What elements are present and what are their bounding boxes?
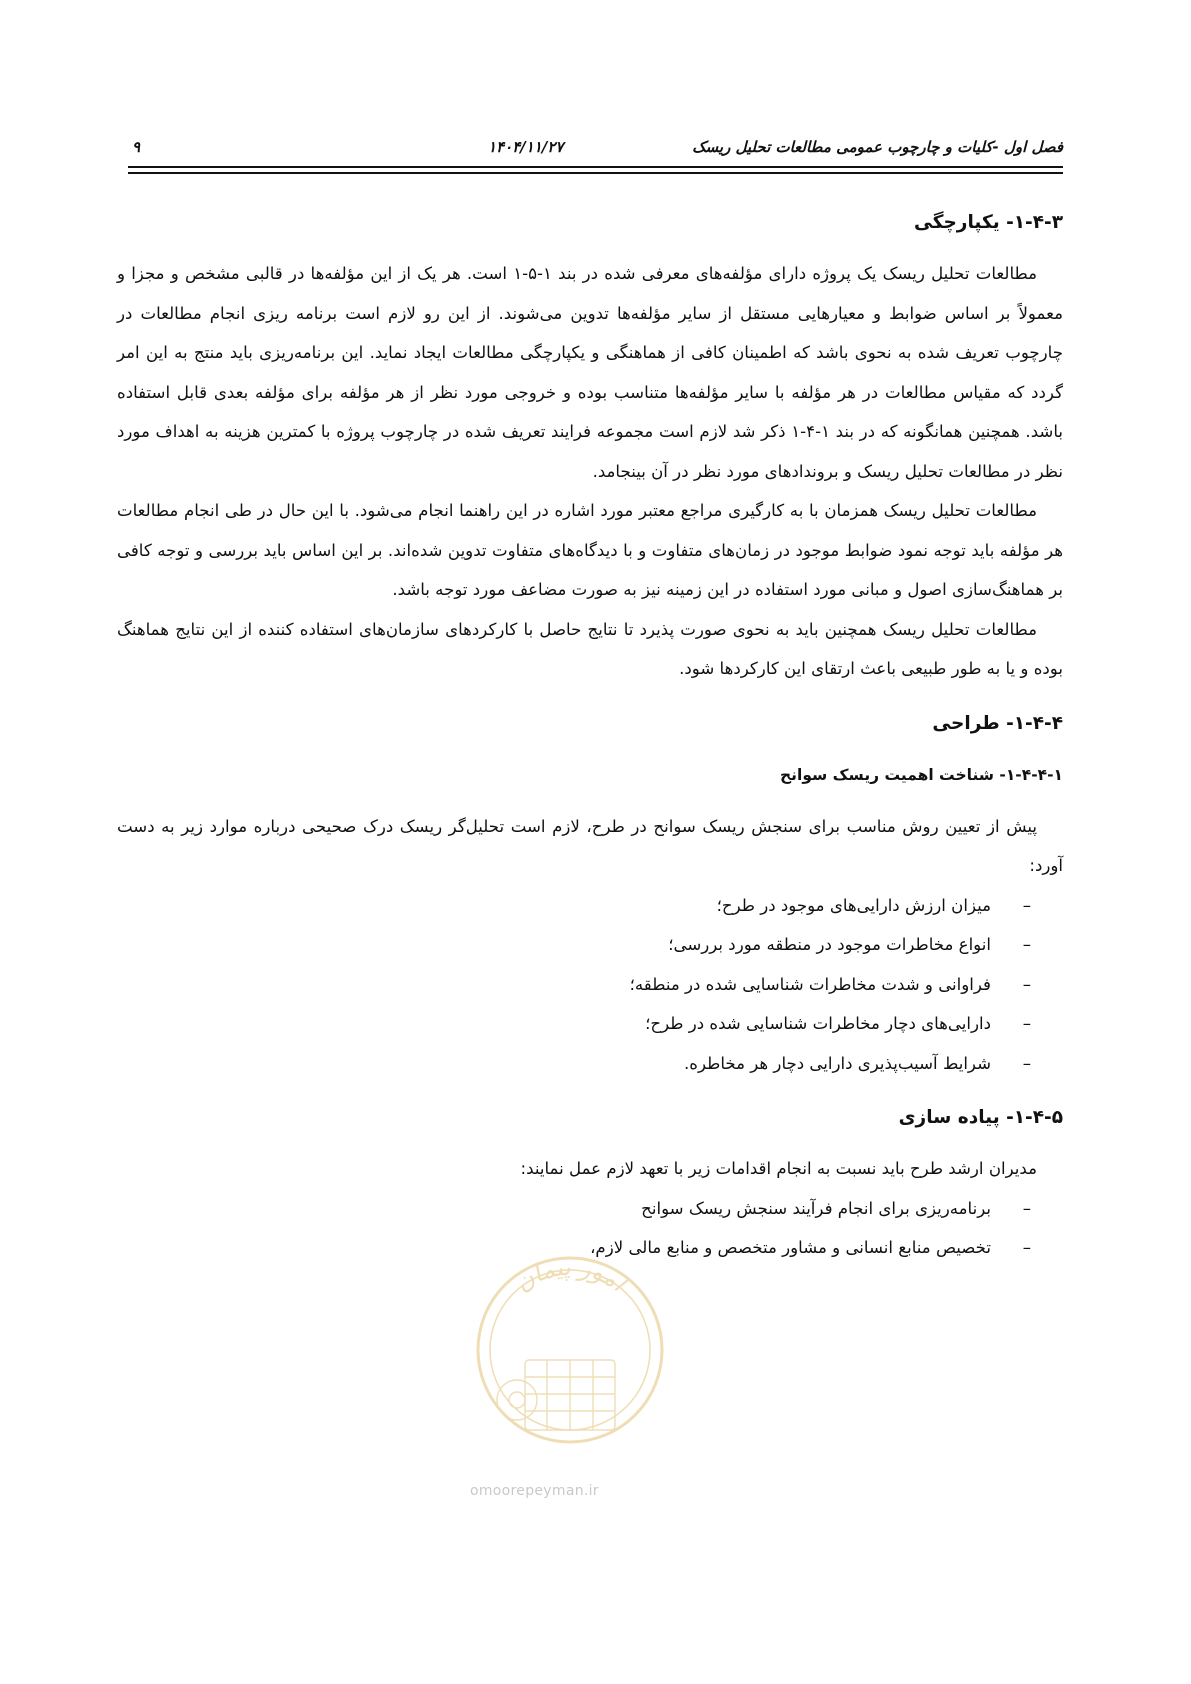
list-item xyxy=(117,1044,1031,1084)
bullet-list-design xyxy=(117,886,1063,1084)
header-date: ۱۴۰۴/۱۱/۲۷ xyxy=(488,138,564,156)
subsection-heading-risk-importance: ۱-۴-۴-۱- شناخت اهمیت ریسک سوانح xyxy=(780,765,1063,784)
dash-bullet: – xyxy=(1022,1053,1031,1073)
paragraph: مطالعات تحلیل ریسک یک پروژه دارای مؤلفه‌های معرفی شده در بند ۱-۵-۱ است. هر یک از این مؤلفه‌ها در قالبی مشخص و مجزا و معمولاً بر اساس ضوابط و معیارهایی مستقل از سایر مؤلفه‌ها تدوین می‌شوند. از این رو لازم است برنامه ریزی انجام مطالعات در چارچوب تعریف شده به نحوی باشد که اطمینان کافی از هماهنگی و یکپارچگی مطالعات ایجاد نماید. این برنامه‌ریزی باید منتج به این امر گردد که مقیاس مطالعات در هر مؤلفه با سایر مؤلفه‌ها متناسب بوده و خروجی مورد نظر از هر مؤلفه برای مؤلفه بعدی قابل استفاده باشد. همچنین همانگونه که در بند ۱-۴-۱ ذکر شد لازم است مجموعه فرایند تعریف شده در چارچوب پروژه با کمترین هزینه به اهداف مورد نظر در مطالعات تحلیل ریسک و بروندادهای مورد نظر در آن بینجامد. xyxy=(117,264,1063,481)
page-number: ۹ xyxy=(132,138,141,156)
dash-bullet: – xyxy=(1022,895,1031,915)
list-item-text: میزان ارزش دارایی‌های موجود در طرح؛ xyxy=(716,895,991,915)
header-rule-top xyxy=(128,166,1063,168)
list-item xyxy=(117,925,1031,965)
list-item-text: تخصیص منابع انسانی و مشاور متخصص و منابع مالی لازم، xyxy=(590,1238,991,1257)
list-item xyxy=(117,1228,1031,1268)
list-item xyxy=(117,1189,1031,1229)
paragraph: پیش از تعیین روش مناسب برای سنجش ریسک سوانح در طرح، لازم است تحلیل‌گر ریسک درک صحیحی درباره موارد زیر به دست آورد: xyxy=(117,816,1063,875)
list-item xyxy=(117,965,1031,1005)
watermark-logo-icon xyxy=(465,1240,675,1480)
list-item-text: فراوانی و شدت مخاطرات شناسایی شده در منطقه؛ xyxy=(629,974,991,994)
chapter-title: فصل اول -کلیات و چارچوب عمومی مطالعات تحلیل ریسک xyxy=(692,138,1063,156)
list-item-text: انواع مخاطرات موجود در منطقه مورد بررسی؛ xyxy=(668,935,991,954)
dash-bullet: – xyxy=(1022,1198,1031,1218)
dash-bullet: – xyxy=(1022,1238,1031,1257)
section-heading-implementation: ۱-۴-۵- پیاده سازی xyxy=(898,1107,1063,1128)
section-heading-design: ۱-۴-۴- طراحی xyxy=(932,712,1063,734)
section-heading-integration: ۱-۴-۳- یکپارچگی xyxy=(913,212,1063,233)
paragraph: مطالعات تحلیل ریسک همچنین باید به نحوی صورت پذیرد تا نتایج حاصل با کارکردهای سازمان‌های استفاده کننده از این نتایج هماهنگ بوده و یا به طور طبیعی باعث ارتقای این کارکردها شود. xyxy=(117,619,1063,678)
list-item-text: برنامه‌ریزی برای انجام فرآیند سنجش ریسک سوانح xyxy=(641,1198,991,1218)
header-rule-bottom xyxy=(128,172,1063,174)
list-item xyxy=(117,1004,1031,1044)
page-body xyxy=(117,210,1063,1268)
svg-text:امور پیمان: امور پیمان xyxy=(509,1252,632,1298)
page-header xyxy=(128,138,1063,162)
list-item-text: شرایط آسیب‌پذیری دارایی دچار هر مخاطره. xyxy=(683,1053,991,1073)
paragraph: مدیران ارشد طرح باید نسبت به انجام اقدامات زیر با تعهد لازم عمل نمایند: xyxy=(520,1159,1037,1178)
paragraph: مطالعات تحلیل ریسک همزمان با به کارگیری مراجع معتبر مورد اشاره در این راهنما انجام می‌شود. با این حال در طی انجام مطالعات هر مؤلفه باید توجه نمود ضوابط موجود در زمان‌های متفاوت و با دیدگاه‌های متفاوت تدوین شده‌اند. بر این اساس باید بررسی و توجه کافی بر هماهنگ‌سازی اصول و مبانی مورد استفاده در این زمینه نیز به صورت مضاعف مورد توجه باشد. xyxy=(117,501,1063,599)
list-item xyxy=(117,886,1031,926)
dash-bullet: – xyxy=(1022,1014,1031,1033)
watermark-url: omoorepeyman.ir xyxy=(470,1483,599,1499)
list-item-text: دارایی‌های دچار مخاطرات شناسایی شده در طرح؛ xyxy=(645,1014,991,1033)
bullet-list-implementation xyxy=(117,1189,1063,1268)
dash-bullet: – xyxy=(1022,974,1031,994)
dash-bullet: – xyxy=(1022,935,1031,954)
